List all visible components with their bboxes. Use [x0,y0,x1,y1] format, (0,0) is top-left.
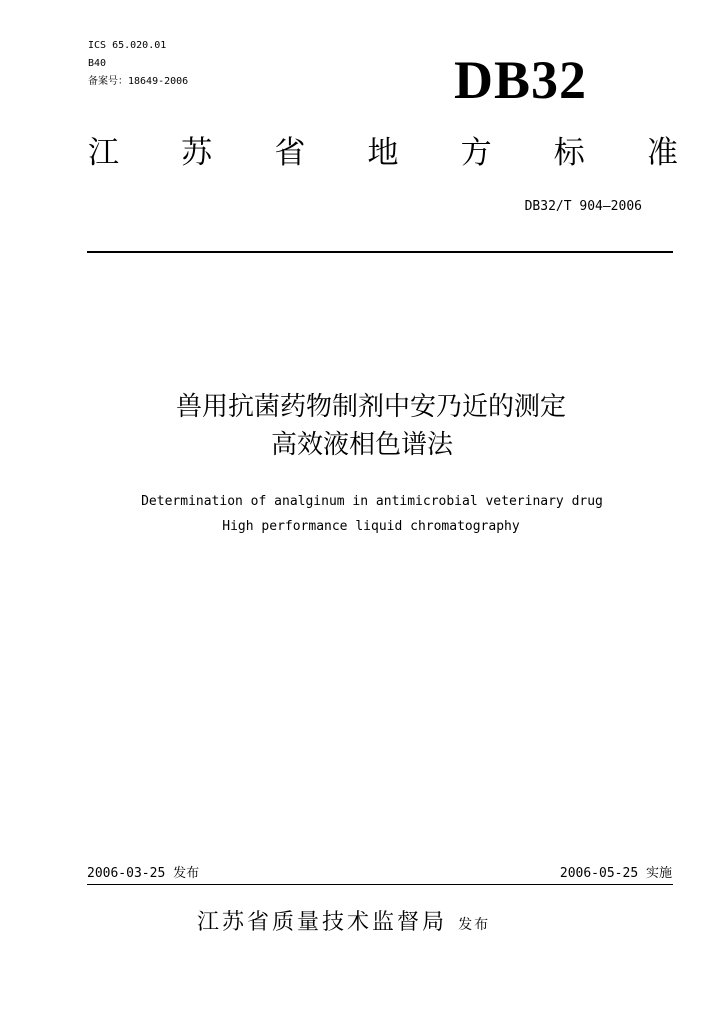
issue-date [87,866,199,882]
standard-type-char: 标 [553,135,585,171]
title-en-line1: Determination of analginum in antimicrobial veterinary drug [141,494,603,509]
title-cn-line2: 高效液相色谱法 [270,430,453,460]
title-cn-line1: 兽用抗菌药物制剂中安乃近的测定 [175,392,566,422]
standard-type-char: 省 [274,135,306,171]
issuer [197,908,490,938]
issue-date-label: 发布 [173,866,200,881]
issuer-suffix: 发布 [458,917,491,933]
standard-type-char: 地 [367,135,399,171]
standard-type-heading [88,134,678,172]
issuer-name: 江苏省质量技术监督局 [197,910,448,935]
header-divider [87,251,673,253]
classification-code: B40 [88,58,107,69]
effective-date-value: 2006-05-25 [559,866,639,881]
standard-type-char: 江 [88,135,119,171]
standard-type-char: 准 [646,135,678,171]
standard-number: DB32/T 904—2006 [524,199,642,214]
effective-date [560,866,672,882]
db-logo: DB32 [454,50,588,110]
standard-type-char: 苏 [181,135,213,171]
footer-divider [87,884,673,885]
record-number: 备案号：18649-2006 [88,76,189,87]
title-en-line2: High performance liquid chromatography [222,519,520,534]
ics-code: ICS 65.020.01 [88,40,167,51]
issue-date-value: 2006-03-25 [87,866,166,881]
effective-date-label: 实施 [645,866,672,881]
standard-type-char: 方 [460,135,492,171]
